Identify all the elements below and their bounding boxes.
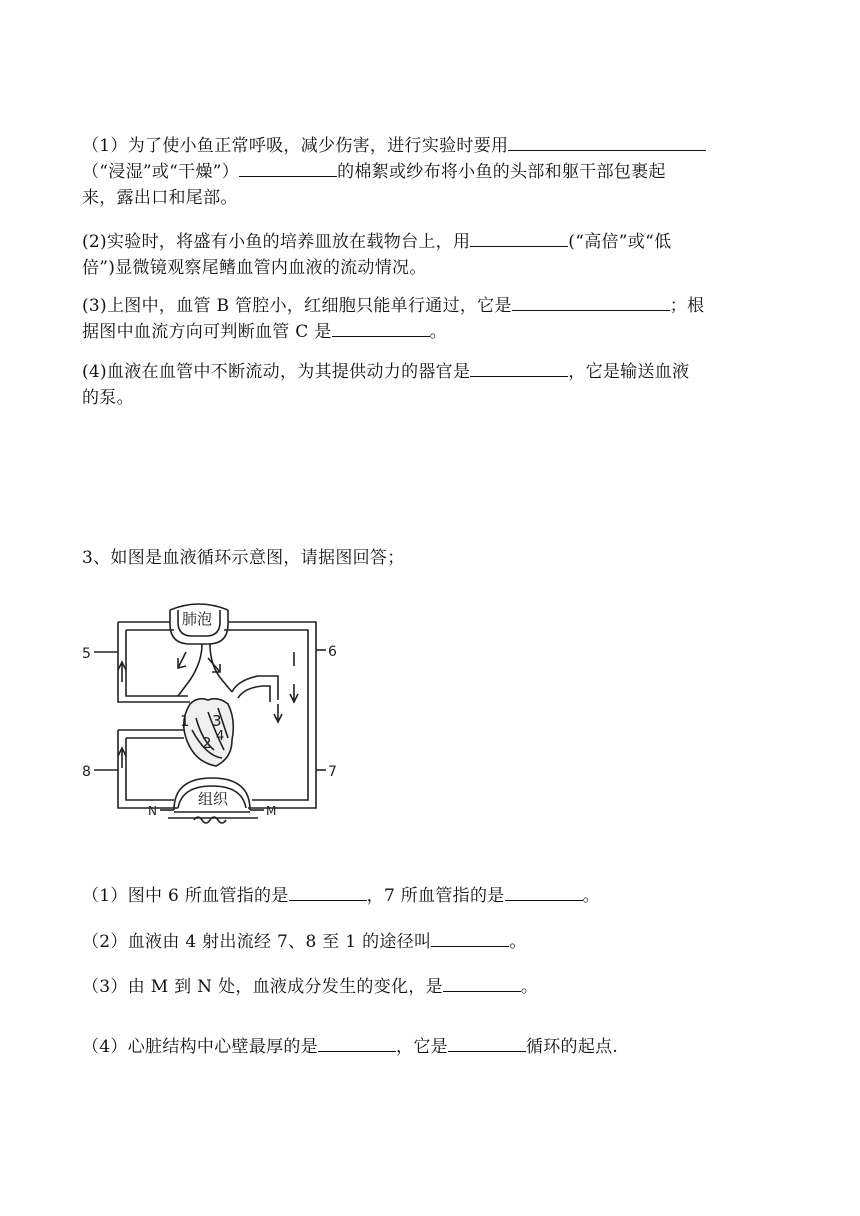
q2-item3-line1 (82, 292, 704, 320)
q2-item1-text-a: （1）为了使小鱼正常呼吸，减少伤害，进行实验时要用 (82, 136, 509, 156)
tissue-label: 组织 (198, 790, 229, 808)
q3-item1-text-b: ，7 所血管指的是 (366, 886, 505, 906)
q2-item4-text-b: ，它是输送血液 (568, 362, 690, 382)
q3-item2-text-a: （2）血液由 4 射出流经 7、8 至 1 的途径叫 (82, 932, 432, 952)
q2-item2-text-a: (2)实验时，将盛有小鱼的培养皿放在载物台上，用 (82, 232, 471, 252)
q2-item4-text-c: 的泵。 (82, 388, 134, 408)
answer-blank[interactable] (508, 132, 706, 151)
q3-item2-text-b: 。 (509, 932, 527, 952)
label-7: 7 (328, 764, 337, 780)
q3-item4-text-b: ，它是 (396, 1037, 448, 1057)
answer-blank[interactable] (470, 228, 568, 247)
answer-blank[interactable] (431, 928, 509, 947)
q2-item4-line1 (82, 358, 689, 386)
label-5: 5 (82, 646, 91, 662)
q2-item2-line1 (82, 228, 671, 256)
answer-blank[interactable] (448, 1033, 526, 1052)
q2-item1-line1 (82, 132, 706, 160)
q3-title: 3、如图是血液循环示意图，请据图回答； (82, 548, 405, 568)
answer-blank[interactable] (512, 292, 670, 311)
answer-blank[interactable] (289, 882, 367, 901)
lung-label: 肺泡 (182, 610, 213, 628)
q3-item2 (82, 928, 527, 956)
q2-item3-text-a: (3)上图中，血管 B 管腔小，红细胞只能单行通过，它是 (82, 296, 512, 316)
label-8: 8 (82, 764, 91, 780)
q2-item1-line2 (82, 158, 666, 186)
q3-item3-text-b: 。 (520, 977, 539, 997)
q3-item1-text-c: 。 (582, 886, 600, 906)
label-M: M (266, 804, 277, 818)
q3-item4 (82, 1033, 618, 1061)
q2-item2-text-c: 倍”)显微镜观察尾鳍血管内血液的流动情况。 (82, 258, 427, 278)
answer-blank[interactable] (505, 882, 583, 901)
q2-item4-line2 (82, 384, 134, 412)
label-2: 2 (202, 734, 212, 752)
label-3: 3 (212, 712, 222, 730)
label-6: 6 (328, 644, 337, 660)
q2-item3-text-d: 。 (429, 322, 447, 342)
blood-circulation-diagram (82, 600, 344, 850)
q2-item4-text-a: (4)血液在血管中不断流动，为其提供动力的器官是 (82, 362, 471, 382)
label-N: N (148, 804, 157, 818)
q2-item1-text-b: （“浸湿”或“干燥”） (82, 162, 240, 182)
q3-item3-text-a: （3）由 M 到 N 处，血液成分发生的变化，是 (82, 977, 443, 997)
q3-item3 (82, 973, 538, 1001)
answer-blank[interactable] (443, 973, 521, 992)
q2-item1-text-c: 的棉絮或纱布将小鱼的头部和躯干部包裹起 (337, 162, 666, 182)
answer-blank[interactable] (318, 1033, 396, 1052)
answer-blank[interactable] (470, 358, 568, 377)
q2-item3-text-c: 据图中血流方向可判断血管 C 是 (82, 322, 332, 342)
q2-item3-line2 (82, 318, 447, 346)
q3-item4-text-c: 循环的起点. (525, 1037, 619, 1057)
q2-item3-text-b: ；根 (669, 296, 705, 316)
q3-item1 (82, 882, 600, 910)
q2-item2-line2 (82, 254, 427, 282)
label-1: 1 (180, 712, 190, 730)
answer-blank[interactable] (239, 158, 337, 177)
q3-item1-text-a: （1）图中 6 所血管指的是 (82, 886, 289, 906)
q3-item4-text-a: （4）心脏结构中心壁最厚的是 (82, 1037, 319, 1057)
q2-item1-text-d: 来，露出口和尾部。 (82, 188, 238, 208)
q2-item2-text-b: (“高倍”或“低 (568, 232, 672, 252)
label-4: 4 (216, 729, 225, 744)
q2-item1-line3 (82, 184, 238, 212)
answer-blank[interactable] (332, 318, 430, 337)
